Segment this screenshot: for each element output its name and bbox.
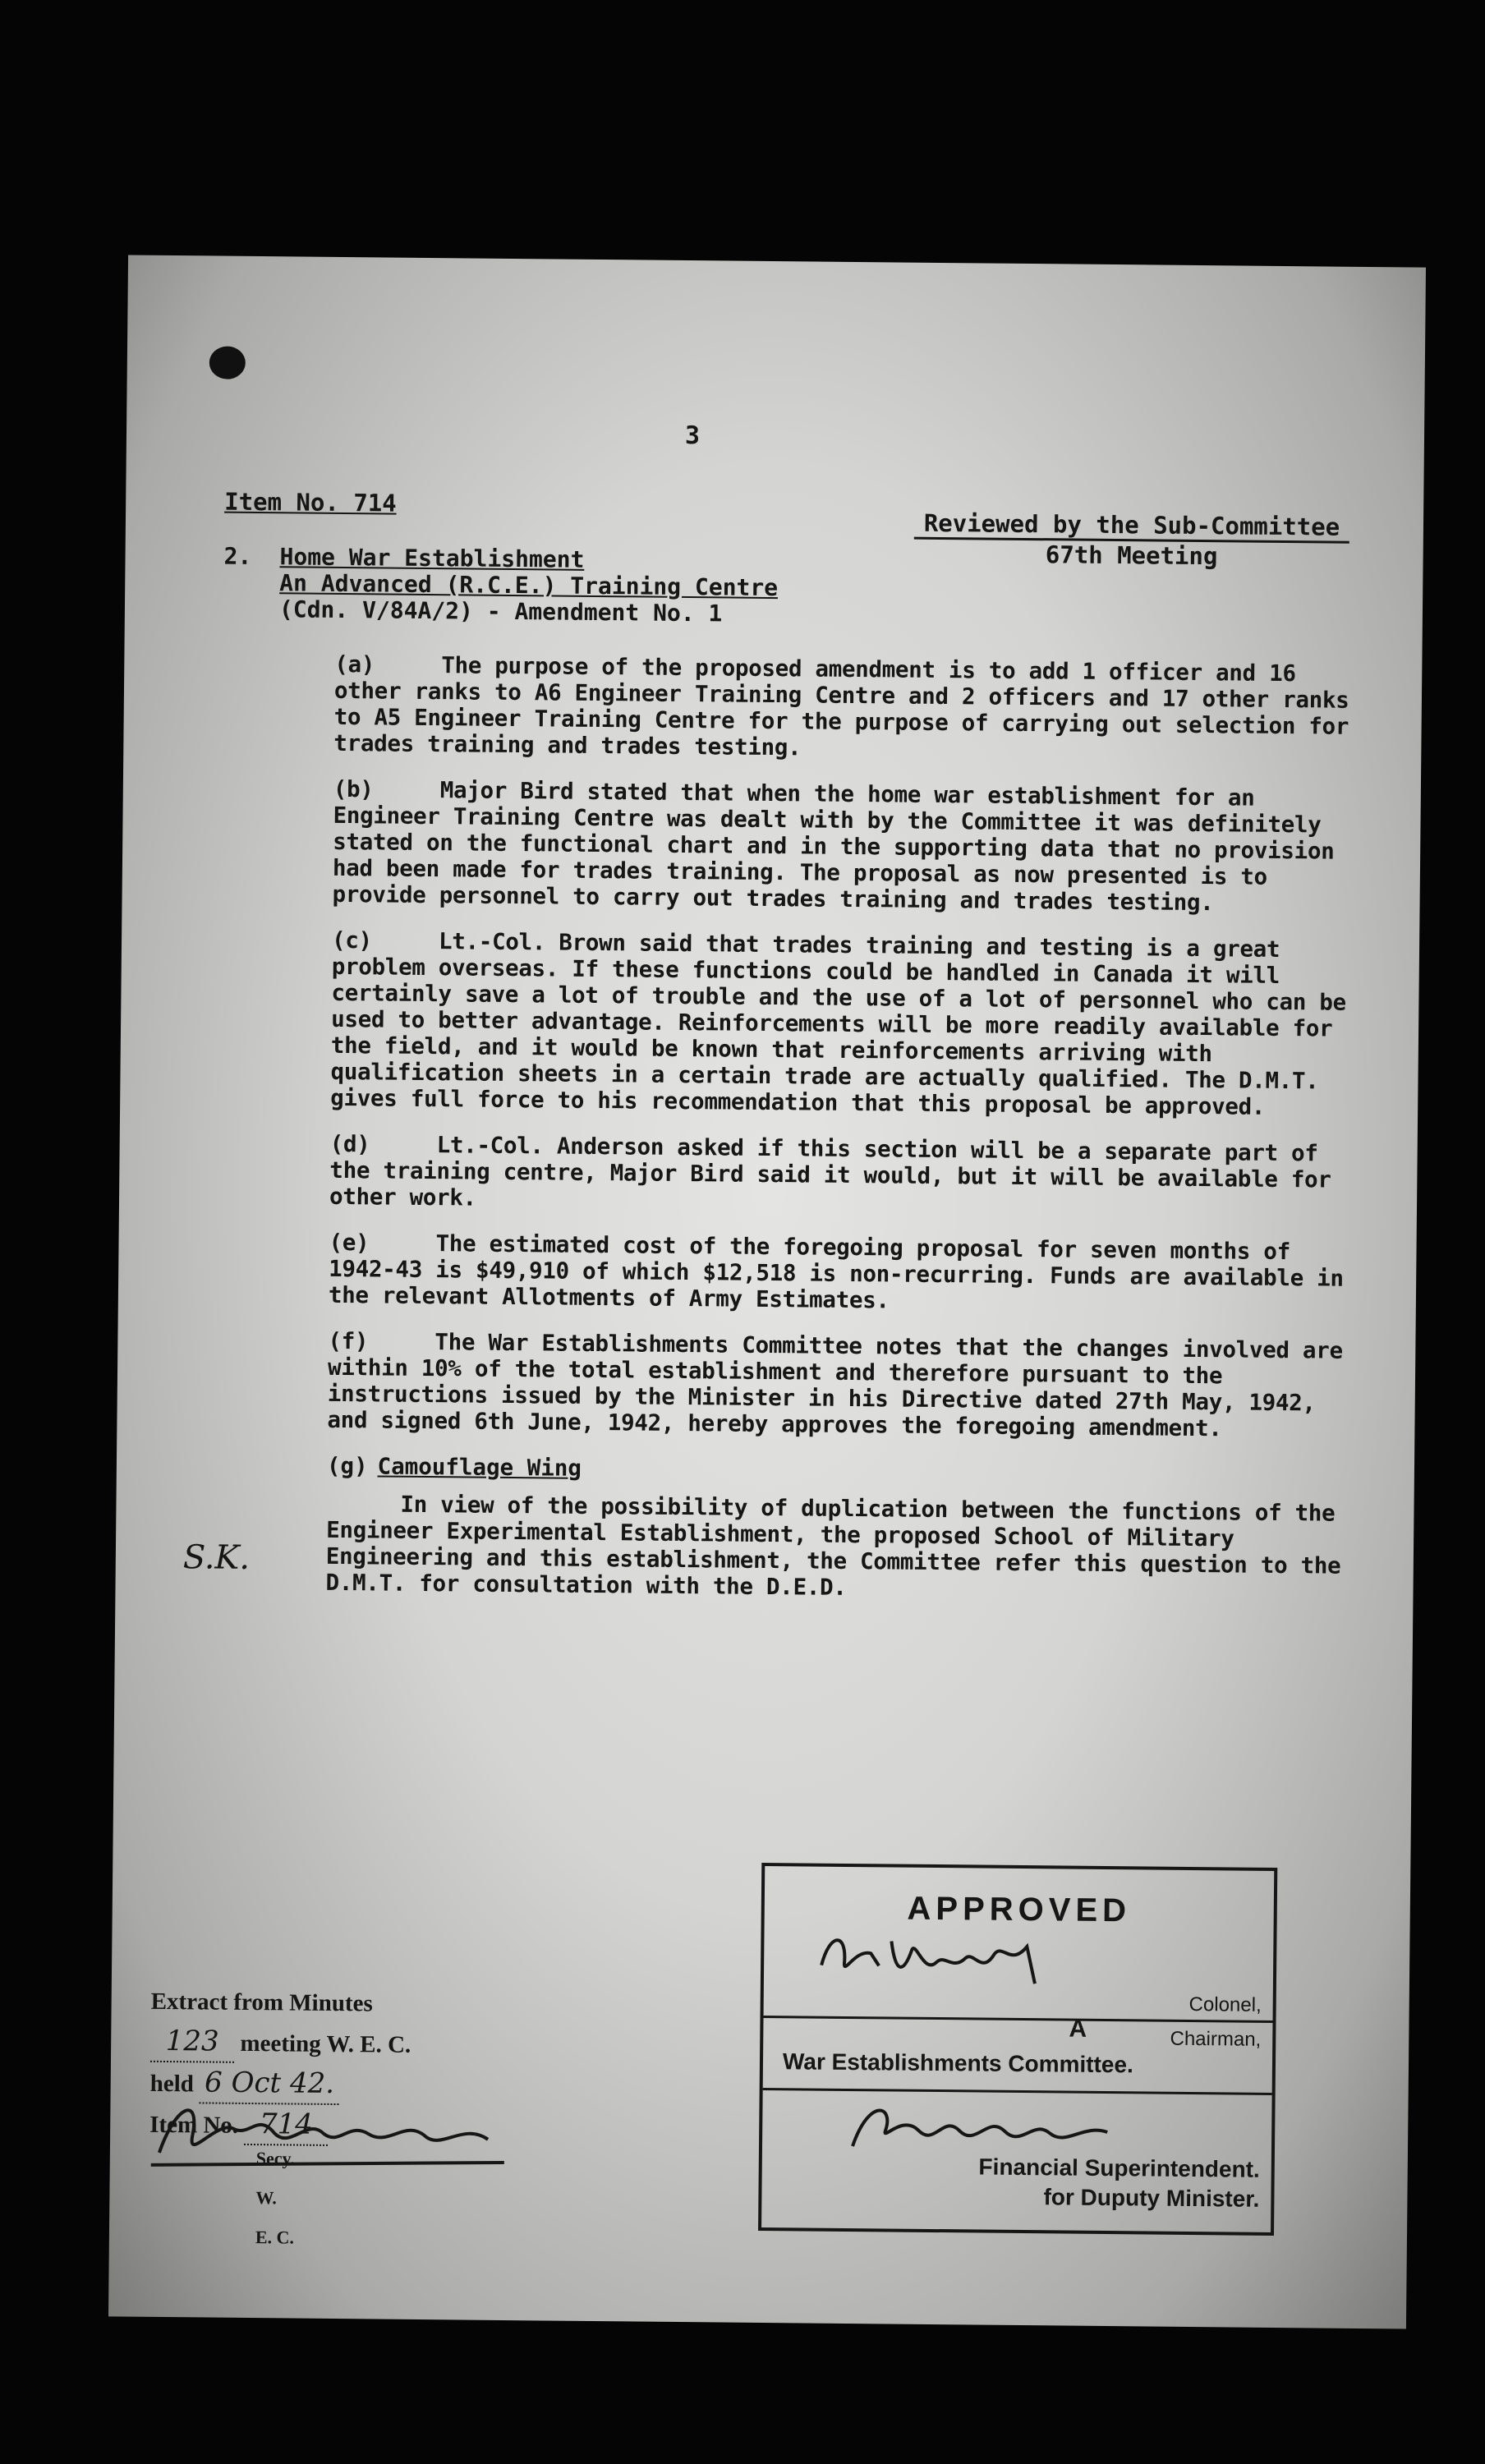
document-page: [108, 255, 1426, 2328]
section-heading: [223, 544, 779, 627]
paragraph-label: (a): [334, 650, 375, 678]
secretary-signature: [143, 2087, 538, 2181]
margin-initials: S.K.: [182, 1538, 251, 1577]
approved-label: APPROVED: [907, 1890, 1132, 1929]
paragraph-label: (e): [329, 1229, 370, 1257]
fin-superintendent-label: Financial Superintendent.: [978, 2154, 1260, 2182]
paragraph-b: [332, 776, 1359, 917]
committee-label: War Establishments Committee.: [782, 2048, 1133, 2078]
deputy-minister-label: for Duputy Minister.: [1043, 2184, 1260, 2212]
ink-blot: [209, 346, 246, 379]
paragraph-text: The purpose of the proposed amendment is to add 1 officer and 16 other ranks to A6 Engineer Training Centre and 2 officers and 17 other ranks to A5 Engineer Training Centre for the purpose of carrying out selection for trades training and trades testing.: [333, 652, 1363, 761]
held-date: 6 Oct 42.: [200, 2062, 339, 2105]
item-number: Item No. 714: [224, 487, 397, 517]
section-number: 2.: [223, 542, 252, 570]
paragraph-e: [329, 1230, 1356, 1318]
paragraph-text: Lt.-Col. Brown said that trades training and testing is a great problem overseas. If these functions could be handled in Canada it will certainly save a lot of trouble and the use of a lot of personnel who can be used to better advantage. Reinforcements will be more readily available for the field, and it would be known that reinforcements arriving with qualification sheets in a certain trade are actually qualified. The D.M.T. gives full force to his recommendation that this proposal be approved.: [330, 928, 1360, 1120]
paragraph-f: [327, 1327, 1357, 1443]
chairman-label: Chairman,: [1170, 2027, 1262, 2051]
chairman-signature: [813, 1916, 1060, 1993]
section-reference: (Cdn. V/84A/2) - Amendment No. 1: [278, 595, 723, 627]
a-mark: A: [1069, 2015, 1087, 2043]
paragraphs: [325, 651, 1361, 1625]
paragraph-text: The War Establishments Committee notes that the changes involved are within 10% of the total establishment and therefore pursuant to the instructions issued by the Minister in his Directive dated 27th May, 1942, and signed 6th June, 1942, hereby approves the foregoing amendment.: [327, 1329, 1357, 1442]
meeting-number: 123: [150, 2021, 234, 2063]
item-value: 714: [244, 2104, 328, 2146]
paragraph-c: [330, 927, 1359, 1121]
held-label: held: [149, 2070, 195, 2098]
paragraph-label: (d): [329, 1130, 370, 1158]
superintendent-signature: [844, 2097, 1124, 2157]
section-subtitle: An Advanced (R.C.E.) Training Centre: [279, 569, 779, 602]
meeting-row: [150, 2021, 411, 2065]
paragraph-label: (g): [326, 1452, 368, 1480]
meeting-label: meeting W. E. C.: [240, 2030, 411, 2058]
stamp-divider: [764, 2016, 1273, 2023]
page-number: 3: [684, 421, 701, 451]
paragraph-text: Major Bird stated that when the home war establishment for an Engineer Training Centre was dealt with by the Committee it was definitely stated on the functional chart and in the supporting data that no provision had been made for trades training. The proposal as now presented is to provide personnel to carry out trades training and trades testing.: [332, 777, 1348, 917]
camouflage-heading: [327, 1453, 1354, 1489]
colonel-label: Colonel,: [1188, 1993, 1262, 2016]
approval-stamp: [758, 1863, 1277, 2236]
secretary-label: Secy. W. E. C.: [255, 2148, 296, 2248]
extract-title: Extract from Minutes: [150, 1988, 373, 2017]
paragraph-label: (c): [331, 926, 373, 954]
reviewed-line: Reviewed by the Sub-Committee: [914, 509, 1349, 544]
paragraph-label: (f): [328, 1327, 369, 1355]
section-title: Home War Establishment: [279, 543, 585, 573]
camouflage-title: Camouflage Wing: [377, 1453, 582, 1482]
meeting-line: 67th Meeting: [1045, 540, 1218, 571]
stamp-divider: [763, 2088, 1272, 2095]
paragraph-text: The estimated cost of the foregoing proposal for seven months of 1942-43 is $49,910 of which $12,518 is non-recurring. Funds are available in the relevant Allotments of Army Estimates.: [328, 1230, 1358, 1314]
item-label: Item No.: [149, 2111, 239, 2139]
camouflage-text: In view of the possibility of duplication between the functions of the Engineer Experimental Establishment, the proposed School of Military Engineering and this establishment, the Committee refer this question to the D.M.T. for consultation with the D.E.D.: [325, 1491, 1354, 1601]
paragraph-text: Lt.-Col. Anderson asked if this section will be a separate part of the training centre, Major Bird said it would, but it will be available for other work.: [329, 1132, 1345, 1211]
paragraph-a: [333, 651, 1361, 766]
paragraph-d: [329, 1131, 1357, 1220]
paragraph-label: (b): [333, 775, 374, 803]
reviewed-note: [913, 509, 1349, 572]
